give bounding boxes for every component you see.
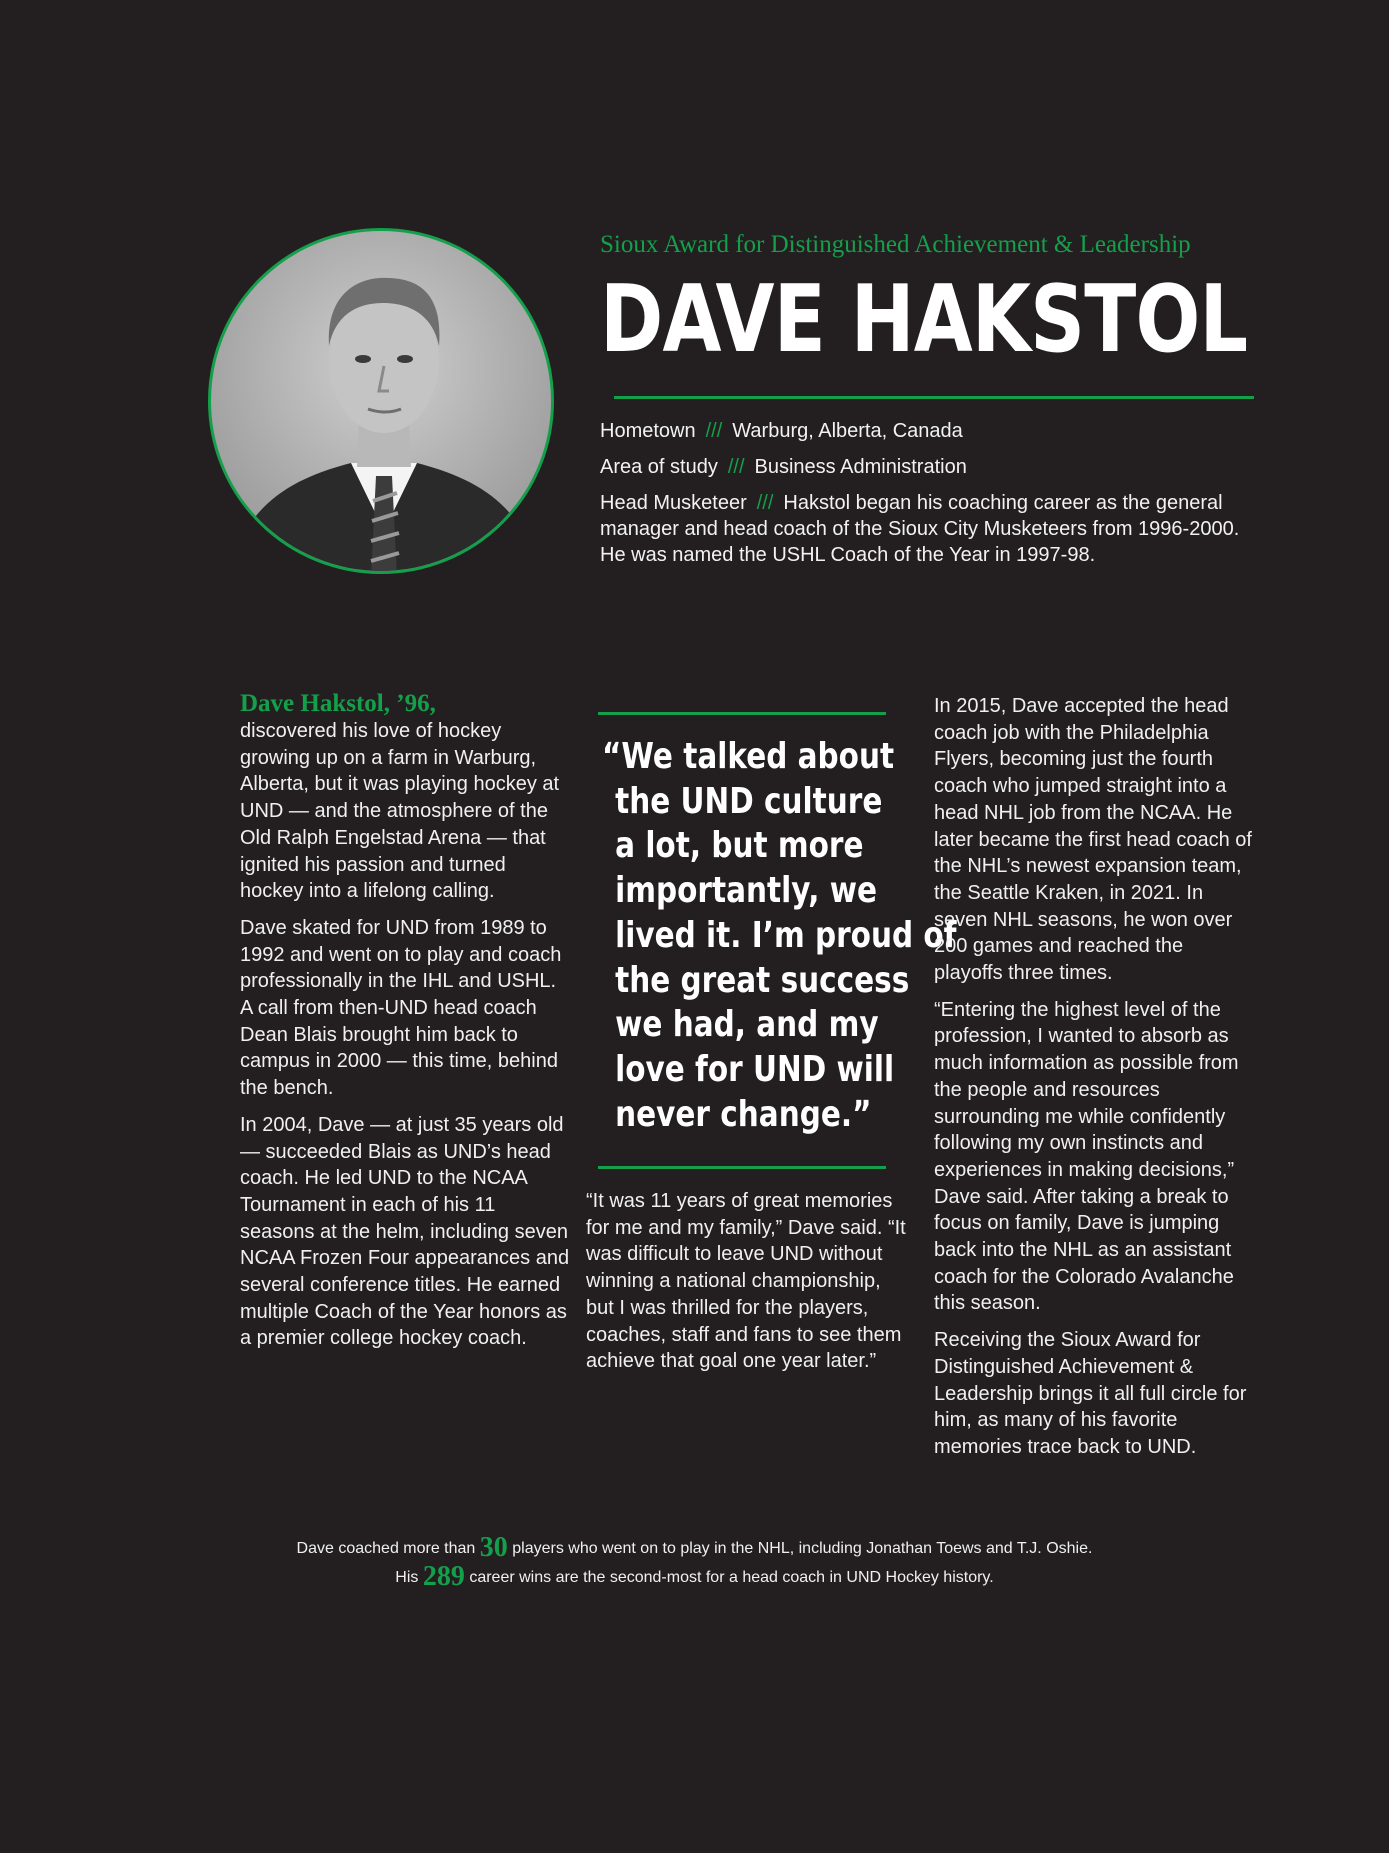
stat-text: Dave coached more than xyxy=(296,1540,476,1557)
article-column-2 xyxy=(586,1188,912,1375)
quote-line: the UND culture xyxy=(615,780,883,822)
fact-value: Warburg, Alberta, Canada xyxy=(732,420,963,442)
quote-line: lived it. I’m proud of xyxy=(615,914,957,956)
paragraph: In 2004, Dave — at just 35 years old — succeeded Blais as UND’s head coach. He led UND to the NCAA Tournament in each of his 11 seasons at the helm, including seven NCAA Frozen Four appearances and several conference titles. He earned multiple Coach of the Year honors as a premier college hockey coach. xyxy=(240,1113,570,1350)
paragraph: Dave skated for UND from 1989 to 1992 and went on to play and coach professionally in the IHL and USHL. A call from then-UND head coach Dean Blais brought him back to campus in 2000 — this time, behind the bench. xyxy=(240,916,562,1100)
article-column-3 xyxy=(934,693,1254,1471)
honoree-name: DAVE HAKSTOL xyxy=(600,265,1248,373)
paragraph: Receiving the Sioux Award for Distinguished Achievement & Leadership brings it all full circle for him, as many of his favorite memories trace back to UND. xyxy=(934,1329,1247,1458)
award-title: Sioux Award for Distinguished Achievement & Leadership xyxy=(600,231,1191,258)
pull-quote xyxy=(602,735,957,1137)
paragraph: “Entering the highest level of the profession, I wanted to absorb as much information as possible from the people and resources surrounding me while confidently following my own instincts and experiences in making decisions,” Dave said. After taking a break to focus on family, Dave is jumping back into the NHL as an assistant coach for the Colorado Avalanche this season. xyxy=(934,998,1239,1315)
footer-stat-2 xyxy=(0,1561,1389,1593)
article-column-1 xyxy=(240,690,570,1362)
fact-label: Area of study xyxy=(600,456,718,478)
stat-number: 30 xyxy=(479,1532,508,1563)
fact-label: Hometown xyxy=(600,420,696,442)
quote-bottom-divider xyxy=(598,1166,886,1169)
fact-label: Head Musketeer xyxy=(600,492,747,514)
quote-line: we had, and my xyxy=(615,1004,879,1046)
quote-line: love for UND will xyxy=(615,1048,895,1090)
stat-text: His xyxy=(395,1569,419,1586)
paragraph-text: discovered his love of hockey growing up on a farm in Warburg, Alberta, but it was playing hockey at UND — and the atmosphere of the Old Ralph Engelstad Arena — that ignited his passion and turned hockey into a lifelong calling. xyxy=(240,720,560,903)
stat-text: career wins are the second-most for a head coach in UND Hockey history. xyxy=(469,1569,994,1586)
fact-area-of-study xyxy=(600,454,1240,480)
paragraph: In 2015, Dave accepted the head coach job with the Philadelphia Flyers, becoming just the fourth coach who jumped straight into a head NHL job from the NCAA. He later became the first head coach of the NHL’s newest expansion team, the Seattle Kraken, in 2021. In seven NHL seasons, he won over 200 games and reached the playoffs three times. xyxy=(934,695,1252,985)
quote-line: the great success xyxy=(615,959,910,1001)
stat-text: players who went on to play in the NHL, including Jonathan Toews and T.J. Oshie. xyxy=(512,1540,1093,1557)
fact-separator: /// xyxy=(727,456,745,478)
fact-value: Hakstol began his coaching career as the general manager and head coach of the Sioux City Musketeers from 1996-2000. He was named the USHL Coach of the Year in 1997-98. xyxy=(600,492,1240,566)
quote-line: a lot, but more xyxy=(615,825,864,867)
quote-line: “We talked about xyxy=(602,736,895,777)
paragraph: “It was 11 years of great memories for me and my family,” Dave said. “It was difficult to leave UND without winning a national championship, but I was thrilled for the players, coaches, staff and fans to see them achieve that goal one year later.” xyxy=(586,1190,906,1373)
fact-hometown xyxy=(600,418,1240,444)
quote-top-divider xyxy=(598,712,886,715)
stat-number: 289 xyxy=(422,1561,465,1592)
quote-line: importantly, we xyxy=(615,870,877,912)
fact-head-musketeer xyxy=(600,490,1240,568)
paragraph xyxy=(240,690,570,905)
quote-line: never change.” xyxy=(615,1093,872,1135)
footer-stat-1 xyxy=(0,1532,1389,1564)
fact-list xyxy=(600,418,1240,578)
lead-in: Dave Hakstol, ’96, xyxy=(240,690,436,717)
portrait-illustration xyxy=(211,231,554,574)
fact-separator: /// xyxy=(705,420,723,442)
portrait-photo xyxy=(208,228,554,574)
fact-separator: /// xyxy=(756,492,774,514)
header-divider xyxy=(614,396,1254,399)
fact-value: Business Administration xyxy=(754,456,967,478)
